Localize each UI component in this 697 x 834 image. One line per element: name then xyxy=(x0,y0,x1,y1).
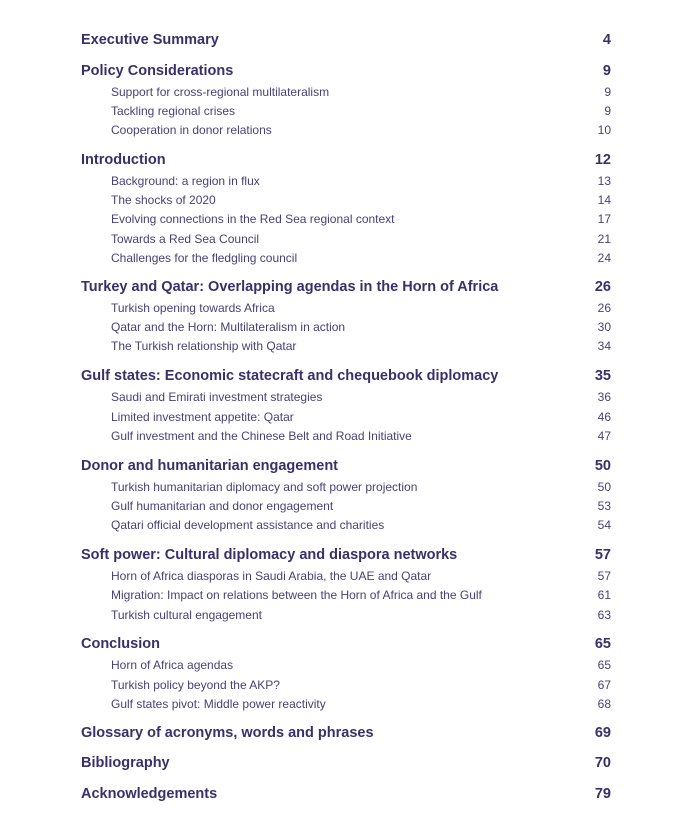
toc-section-page: 70 xyxy=(594,755,611,772)
toc-subsection-title: Turkish humanitarian diplomacy and soft power projection xyxy=(111,479,418,494)
toc-subsection-title: Challenges for the fledgling council xyxy=(111,251,298,266)
toc-subsection-title: Tackling regional crises xyxy=(111,103,236,118)
toc-subsection-title: Turkish opening towards Africa xyxy=(111,300,275,315)
toc-subsection[interactable] xyxy=(81,172,611,191)
toc-subsection-page: 53 xyxy=(597,498,611,513)
toc-subsection-page: 68 xyxy=(597,697,611,712)
toc-section-title: Soft power: Cultural diplomacy and diaspora networks xyxy=(81,547,458,564)
toc-subsection[interactable] xyxy=(81,210,611,229)
toc-subsection-title: Towards a Red Sea Council xyxy=(111,231,260,246)
toc-section[interactable] xyxy=(81,753,611,773)
toc-subsection[interactable] xyxy=(81,230,611,249)
toc-section[interactable] xyxy=(81,723,611,743)
toc-section-title: Bibliography xyxy=(81,755,170,772)
toc-subsection-page: 47 xyxy=(597,428,611,443)
toc-section-page: 79 xyxy=(594,785,611,802)
toc-subsection[interactable] xyxy=(81,676,611,695)
table-of-contents xyxy=(81,30,611,804)
toc-subsection-page: 67 xyxy=(597,677,611,692)
toc-subsection-title: Qatar and the Horn: Multilateralism in action xyxy=(111,320,346,335)
toc-subsection[interactable] xyxy=(81,586,611,605)
toc-subsection-title: Turkish cultural engagement xyxy=(111,607,262,622)
toc-section[interactable] xyxy=(81,61,611,81)
toc-section[interactable] xyxy=(81,545,611,565)
toc-section[interactable] xyxy=(81,784,611,804)
toc-subsection-page: 14 xyxy=(597,193,611,208)
toc-subsection-page: 63 xyxy=(597,607,611,622)
toc-section-page: 57 xyxy=(594,547,611,564)
toc-subsection-page: 13 xyxy=(597,173,611,188)
toc-subsection-page: 9 xyxy=(604,84,611,99)
toc-subsection[interactable] xyxy=(81,478,611,497)
toc-subsection[interactable] xyxy=(81,606,611,625)
toc-subsection-title: Turkish policy beyond the AKP? xyxy=(111,677,280,692)
toc-subsection[interactable] xyxy=(81,121,611,140)
toc-subsection-page: 61 xyxy=(597,588,611,603)
toc-section-title: Executive Summary xyxy=(81,32,219,48)
toc-subsection-title: Gulf investment and the Chinese Belt and Road Initiative xyxy=(111,428,412,443)
toc-section-title: Acknowledgements xyxy=(81,785,218,802)
toc-subsection[interactable] xyxy=(81,656,611,675)
toc-section-title: Introduction xyxy=(81,151,166,168)
toc-subsection-title: Qatari official development assistance and charities xyxy=(111,518,385,533)
toc-section-title: Glossary of acronyms, words and phrases xyxy=(81,724,374,741)
toc-subsection[interactable] xyxy=(81,83,611,102)
toc-subsection-title: Horn of Africa agendas xyxy=(111,658,234,673)
toc-subsection-title: Limited investment appetite: Qatar xyxy=(111,409,294,424)
toc-subsection[interactable] xyxy=(81,299,611,318)
toc-subsection-title: Cooperation in donor relations xyxy=(111,123,272,138)
toc-section-page: 50 xyxy=(594,457,611,474)
toc-subsection-title: Migration: Impact on relations between the Horn of Africa and the Gulf xyxy=(111,588,482,603)
toc-section-page: 35 xyxy=(594,368,611,385)
toc-subsection-page: 65 xyxy=(597,658,611,673)
toc-subsection[interactable] xyxy=(81,337,611,356)
toc-subsection-page: 30 xyxy=(597,320,611,335)
toc-subsection[interactable] xyxy=(81,497,611,516)
toc-subsection-page: 10 xyxy=(597,123,611,138)
toc-subsection-page: 26 xyxy=(597,300,611,315)
toc-subsection-title: Support for cross-regional multilateralism xyxy=(111,84,330,99)
toc-subsection[interactable] xyxy=(81,102,611,121)
toc-subsection-title: Horn of Africa diasporas in Saudi Arabia, the UAE and Qatar xyxy=(111,569,432,584)
toc-subsection-page: 57 xyxy=(597,569,611,584)
toc-subsection-title: Gulf states pivot: Middle power reactivity xyxy=(111,697,326,712)
toc-subsection[interactable] xyxy=(81,388,611,407)
toc-subsection-page: 36 xyxy=(597,390,611,405)
toc-subsection-title: Saudi and Emirati investment strategies xyxy=(111,390,323,405)
toc-subsection[interactable] xyxy=(81,427,611,446)
toc-section-page: 26 xyxy=(594,278,611,295)
toc-subsection[interactable] xyxy=(81,318,611,337)
toc-section-title: Donor and humanitarian engagement xyxy=(81,457,338,474)
toc-section-title: Turkey and Qatar: Overlapping agendas in the Horn of Africa xyxy=(81,278,499,295)
toc-subsection-page: 46 xyxy=(597,409,611,424)
toc-subsection-title: Background: a region in flux xyxy=(111,173,260,188)
toc-section-page: 9 xyxy=(602,62,611,79)
toc-subsection-title: Gulf humanitarian and donor engagement xyxy=(111,498,334,513)
toc-subsection-title: The shocks of 2020 xyxy=(111,193,216,208)
toc-section-page: 65 xyxy=(594,636,611,653)
toc-subsection[interactable] xyxy=(81,695,611,714)
toc-subsection[interactable] xyxy=(81,408,611,427)
toc-subsection-page: 50 xyxy=(597,479,611,494)
toc-subsection-title: Evolving connections in the Red Sea regional context xyxy=(111,212,395,227)
toc-subsection-page: 21 xyxy=(597,231,611,246)
toc-subsection-title: The Turkish relationship with Qatar xyxy=(111,339,297,354)
toc-section-page: 4 xyxy=(602,32,611,48)
toc-section[interactable] xyxy=(81,150,611,170)
toc-section-title: Policy Considerations xyxy=(81,62,234,79)
toc-section[interactable] xyxy=(81,30,611,50)
toc-subsection-page: 9 xyxy=(604,103,611,118)
toc-section[interactable] xyxy=(81,277,611,297)
toc-subsection-page: 24 xyxy=(597,251,611,266)
toc-subsection[interactable] xyxy=(81,516,611,535)
toc-section-page: 12 xyxy=(594,151,611,168)
toc-section-title: Gulf states: Economic statecraft and chequebook diplomacy xyxy=(81,368,499,385)
toc-subsection-page: 54 xyxy=(597,518,611,533)
toc-subsection-page: 34 xyxy=(597,339,611,354)
toc-subsection[interactable] xyxy=(81,191,611,210)
toc-subsection-page: 17 xyxy=(597,212,611,227)
toc-section[interactable] xyxy=(81,366,611,386)
toc-section-title: Conclusion xyxy=(81,636,160,653)
toc-section-page: 69 xyxy=(594,724,611,741)
toc-section[interactable] xyxy=(81,634,611,654)
toc-subsection[interactable] xyxy=(81,567,611,586)
toc-subsection[interactable] xyxy=(81,249,611,268)
toc-section[interactable] xyxy=(81,456,611,476)
